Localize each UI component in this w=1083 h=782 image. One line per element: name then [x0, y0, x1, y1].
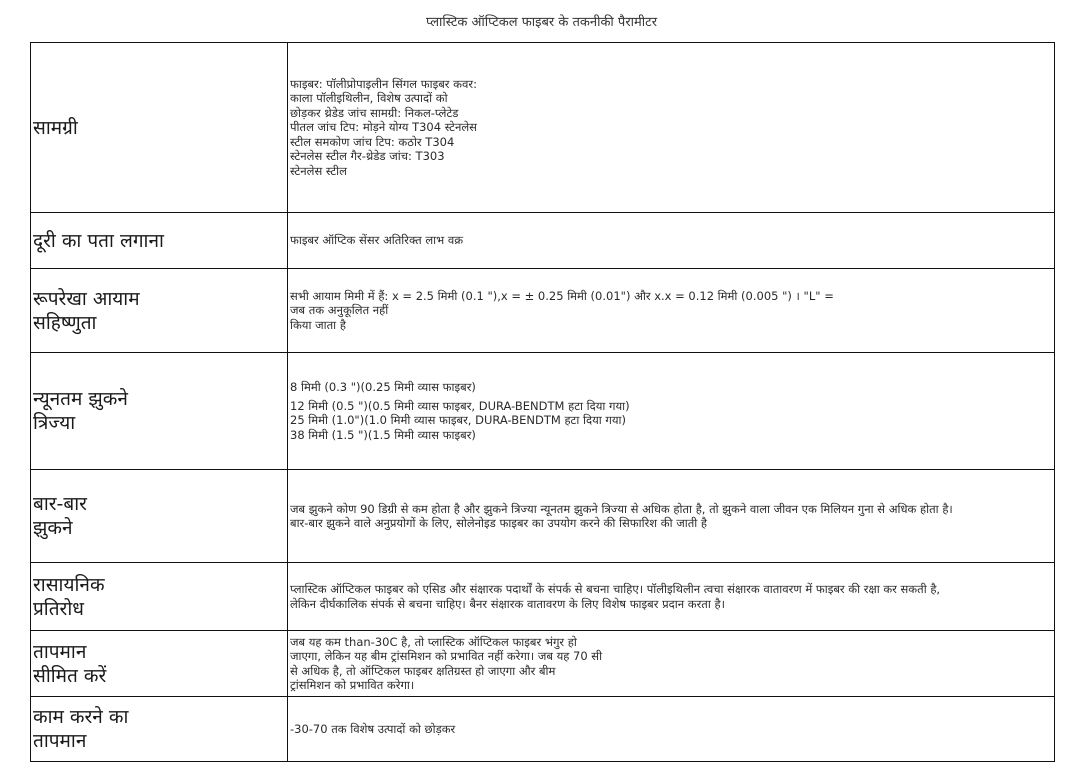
- row-label-material: [31, 43, 288, 213]
- value-paragraph: प्लास्टिक ऑप्टिकल फाइबर को एसिड और संक्षारक पदार्थों के संपर्क से बचना चाहिए। पॉलीइथिलीन त्वचा संक्षारक वातावरण में फाइबर की रक्षा कर सकती है, लेकिन दीर्घकालिक संपर्क से बचना चाहिए। बैनर संक्षारक वातावरण के लिए विशेष फाइबर प्रदान करता है।: [290, 582, 941, 611]
- row-value-material: [288, 43, 1055, 213]
- row-value-min-bend-radius: [288, 353, 1055, 470]
- row-label-chemical-resistance: [31, 563, 288, 631]
- row-label-line: दूरी का पता लगाना: [33, 229, 164, 252]
- row-label-distance-detection: [31, 213, 288, 269]
- table-row: [31, 631, 1055, 697]
- row-label-line: बार-बार: [33, 493, 87, 515]
- parameters-table: [30, 42, 1055, 762]
- value-line: पीतल जांच टिप: मोड़ने योग्य T304 स्टेनलेस: [290, 120, 477, 135]
- value-line: जाएगा, लेकिन यह बीम ट्रांसमिशन को प्रभावित नहीं करेगा। जब यह 70 सी: [290, 649, 603, 663]
- row-label-line: झुकने: [33, 517, 73, 539]
- value-line: किया जाता है: [290, 317, 346, 332]
- row-label-line: रासायनिक: [33, 573, 105, 596]
- row-label-repeated-bending: [31, 470, 288, 563]
- row-value-chemical-resistance: [288, 563, 1055, 631]
- table-row: [31, 213, 1055, 269]
- value-line: काला पॉलीइथिलीन, विशेष उत्पादों को: [290, 91, 448, 106]
- row-label-line: प्रतिरोध: [33, 597, 84, 620]
- table-row: [31, 43, 1055, 213]
- table-row: [31, 269, 1055, 353]
- row-value-temperature-limit: [288, 631, 1055, 697]
- value-line: फाइबर ऑप्टिक सेंसर अतिरिक्त लाभ वक्र: [290, 233, 464, 248]
- row-value-distance-detection: [288, 213, 1055, 269]
- value-paragraph: जब झुकने कोण 90 डिग्री से कम होता है और झुकने त्रिज्या न्यूनतम झुकने त्रिज्या से अधिक होता है, तो झुकने वाला जीवन एक मिलियन गुना से अधिक होता है। बार-बार झुकने वाले अनुप्रयोगों के लिए, सोलेनोइड फाइबर का उपयोग करने की सिफारिश की जाती है: [290, 501, 953, 530]
- value-line: से अधिक है, तो ऑप्टिकल फाइबर क्षतिग्रस्त हो जाएगा और बीम: [290, 663, 556, 678]
- value-line: ट्रांसमिशन को प्रभावित करेगा।: [290, 678, 415, 692]
- row-label-min-bend-radius: [31, 353, 288, 470]
- row-value-dimension-tolerance: [288, 269, 1055, 353]
- value-line: सभी आयाम मिमी में हैं: x = 2.5 मिमी (0.1 "),x = ± 0.25 मिमी (0.01") और x.x = 0.12 मिमी (0.005 ") । "L" =: [290, 288, 834, 303]
- row-label-line: काम करने का: [33, 706, 129, 728]
- value-line: 25 मिमी (1.0")(1.0 मिमी व्यास फाइबर, DURA-BENDTM हटा दिया गया): [290, 413, 626, 427]
- page-title: प्लास्टिक ऑप्टिकल फाइबर के तकनीकी पैरामीटर: [425, 15, 658, 30]
- row-label-dimension-tolerance: [31, 269, 288, 353]
- row-label-line: तापमान: [33, 640, 87, 663]
- value-line: 38 मिमी (1.5 ")(1.5 मिमी व्यास फाइबर): [290, 427, 476, 442]
- table-row: [31, 353, 1055, 470]
- row-label-line: सीमित करें: [33, 664, 107, 687]
- value-line: स्टेनलेस स्टील गैर-थ्रेडेड जांच: T303: [290, 149, 445, 164]
- row-label-line: तापमान: [33, 730, 87, 752]
- value-line: जब यह कम than-30C है, तो प्लास्टिक ऑप्टिकल फाइबर भंगुर हो: [290, 634, 577, 649]
- value-line: स्टेनलेस स्टील: [290, 163, 347, 178]
- row-label-line: न्यूनतम झुकने: [33, 388, 128, 410]
- table-row: [31, 563, 1055, 631]
- table-row: [31, 697, 1055, 762]
- row-label-temperature-limit: [31, 631, 288, 697]
- row-label-line: रूपरेखा आयाम: [33, 287, 140, 310]
- value-line: -30-70 तक विशेष उत्पादों को छोड़कर: [290, 721, 456, 736]
- value-line: छोड़कर थ्रेडेड जांच सामग्री: निकल-प्लेटेड: [290, 105, 459, 120]
- row-value-working-temperature: [288, 697, 1055, 762]
- value-line: जब तक अनुकूलित नहीं: [290, 303, 389, 318]
- value-line: स्टील समकोण जांच टिप: कठोर T304: [290, 134, 455, 149]
- row-value-repeated-bending: [288, 470, 1055, 563]
- row-label-line: त्रिज्या: [33, 412, 76, 434]
- row-label-line: सहिष्णुता: [33, 311, 97, 334]
- table-row: [31, 470, 1055, 563]
- row-label-line: सामग्री: [33, 116, 78, 139]
- row-label-working-temperature: [31, 697, 288, 762]
- value-line: 12 मिमी (0.5 ")(0.5 मिमी व्यास फाइबर, DURA-BENDTM हटा दिया गया): [290, 398, 630, 413]
- value-line: 8 मिमी (0.3 ")(0.25 मिमी व्यास फाइबर): [290, 380, 476, 394]
- value-line: फाइबर: पॉलीप्रोपाइलीन सिंगल फाइबर कवर:: [290, 76, 477, 91]
